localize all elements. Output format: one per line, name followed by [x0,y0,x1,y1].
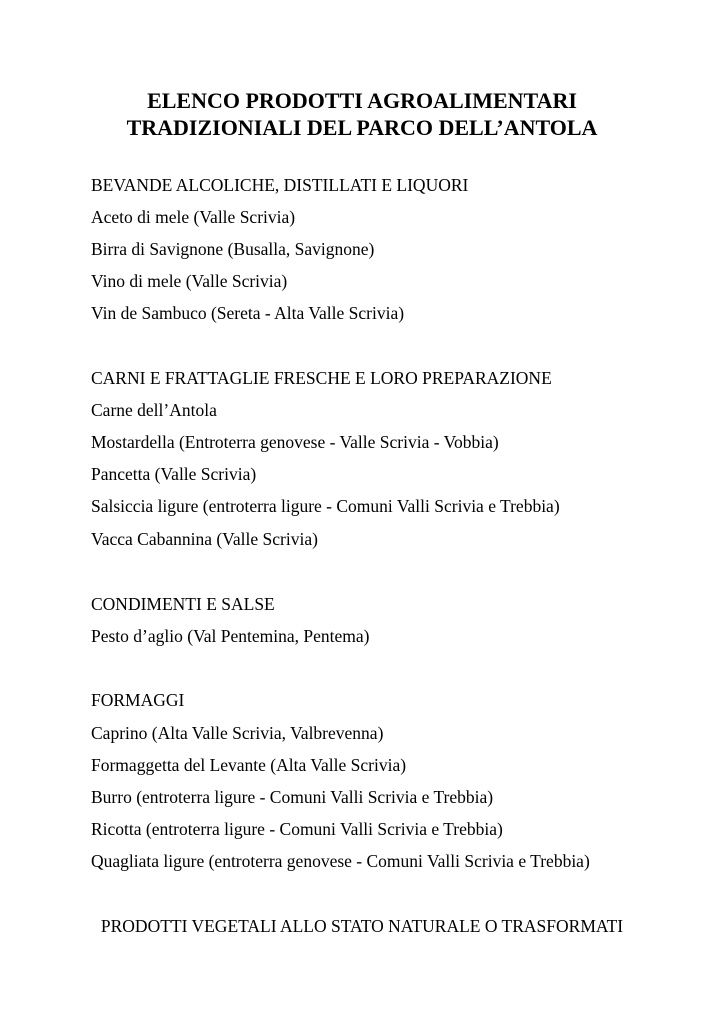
page-title-line-2: TRADIZIONIALI DEL PARCO DELL’ANTOLA [126,115,598,140]
list-item: Pancetta (Valle Scrivia) [91,464,257,484]
list-item: Vin de Sambuco (Sereta - Alta Valle Scrivia) [91,303,405,323]
list-item: Burro (entroterra ligure - Comuni Valli Scrivia e Trebbia) [91,787,494,807]
list-item: Salsiccia ligure (entroterra ligure - Comuni Valli Scrivia e Trebbia) [91,496,560,516]
section-heading: CARNI E FRATTAGLIE FRESCHE E LORO PREPARAZIONE [91,368,552,388]
page-title-line-1: ELENCO PRODOTTI AGROALIMENTARI [147,88,577,113]
list-item: Vino di mele (Valle Scrivia) [91,271,288,291]
list-item: Caprino (Alta Valle Scrivia, Valbrevenna) [91,723,384,743]
section-heading: CONDIMENTI E SALSE [91,594,275,614]
list-item: Quagliata ligure (entroterra genovese - Comuni Valli Scrivia e Trebbia) [91,851,590,871]
section-heading: PRODOTTI VEGETALI ALLO STATO NATURALE O TRASFORMATI [100,916,624,936]
section-heading: BEVANDE ALCOLICHE, DISTILLATI E LIQUORI [91,175,469,195]
list-item: Formaggetta del Levante (Alta Valle Scrivia) [91,755,407,775]
list-item: Ricotta (entroterra ligure - Comuni Valli Scrivia e Trebbia) [91,819,503,839]
list-item: Mostardella (Entroterra genovese - Valle Scrivia - Vobbia) [91,432,499,452]
section-heading: FORMAGGI [91,690,185,710]
list-item: Carne dell’Antola [91,400,217,420]
list-item: Aceto di mele (Valle Scrivia) [91,207,296,227]
list-item: Pesto d’aglio (Val Pentemina, Pentema) [91,626,370,646]
list-item: Vacca Cabannina (Valle Scrivia) [91,529,318,549]
list-item: Birra di Savignone (Busalla, Savignone) [91,239,375,259]
